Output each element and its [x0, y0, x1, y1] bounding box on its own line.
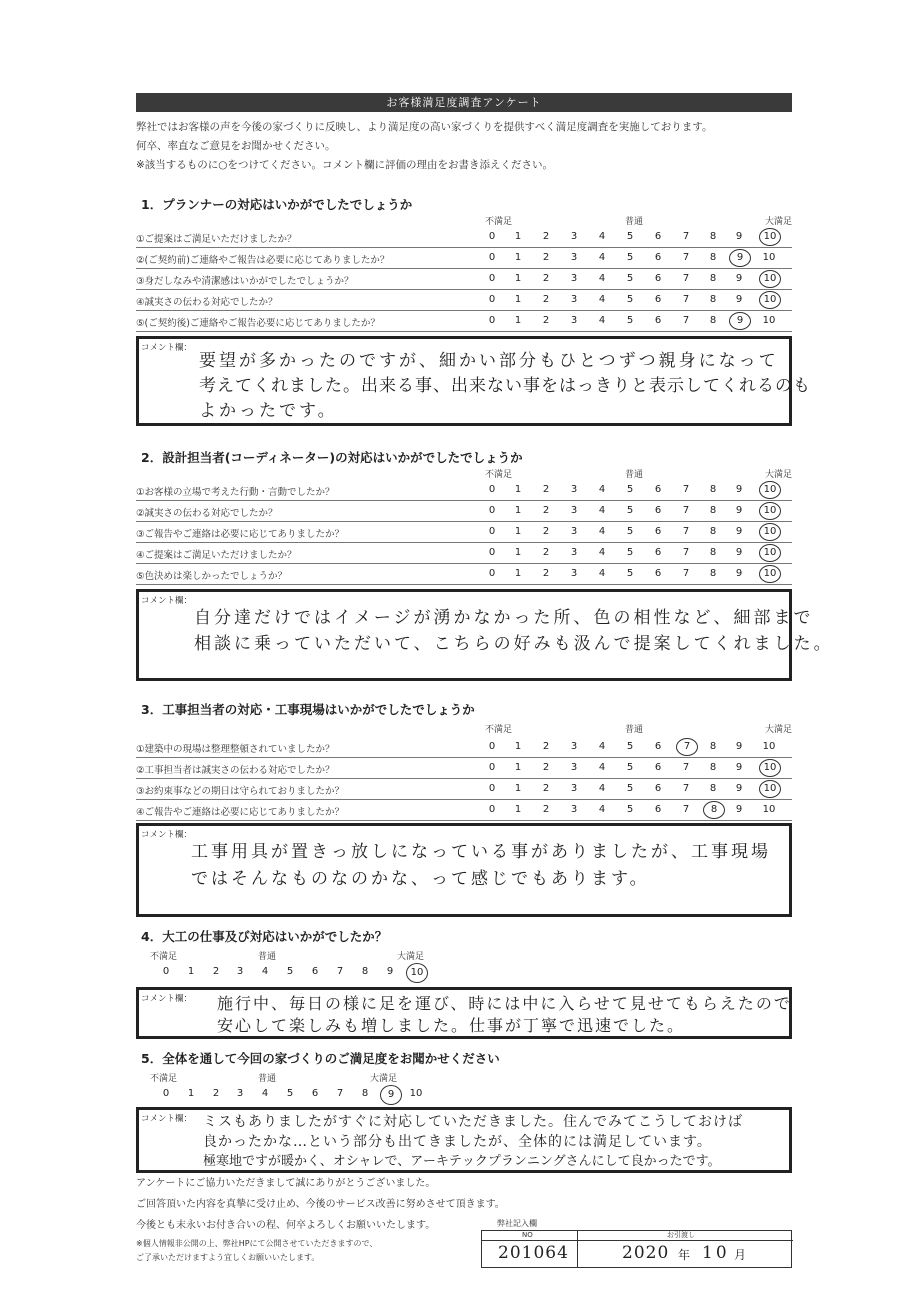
question-row — [136, 269, 792, 290]
rating-option-3[interactable]: 3 — [236, 1088, 244, 1099]
rating-option-9[interactable]: 9 — [735, 294, 743, 305]
rating-option-2[interactable]: 2 — [542, 315, 550, 326]
scale-low-label: 不満足 — [150, 1074, 178, 1084]
privacy-note-1: ※個人情報非公開の上、弊社HPにて公開させていただきますので、 — [136, 1239, 378, 1248]
rating-option-1[interactable]: 1 — [514, 505, 522, 516]
rating-option-5[interactable]: 5 — [626, 231, 634, 242]
rating-option-5[interactable]: 5 — [626, 273, 634, 284]
rating-option-4[interactable]: 4 — [598, 804, 606, 815]
question-text: ②(ご契約前)ご連絡やご報告は必要に応じてありましたか？ — [136, 255, 390, 266]
comment-line: ミスもありましたがすぐに対応していただきました。住んでみてこうしておけば — [203, 1114, 743, 1130]
rating-option-6[interactable]: 6 — [654, 547, 662, 558]
rating-selected-7[interactable]: 7 — [676, 738, 698, 756]
rating-option-2[interactable]: 2 — [542, 804, 550, 815]
rating-option-1[interactable]: 1 — [514, 315, 522, 326]
rating-option-10[interactable]: 10 — [409, 1088, 423, 1099]
comment-label: コメント欄： — [141, 830, 193, 840]
rating-option-2[interactable]: 2 — [212, 966, 220, 977]
rating-option-3[interactable]: 3 — [570, 741, 578, 752]
rating-option-4[interactable]: 4 — [598, 568, 606, 579]
scale-low-label: 不満足 — [485, 217, 513, 227]
section-2-title: 2．設計担当者(コーディネーター)の対応はいかがでしたでしょうか — [141, 450, 523, 465]
rating-option-1[interactable]: 1 — [514, 804, 522, 815]
rating-option-8[interactable]: 8 — [709, 547, 717, 558]
rating-option-1[interactable]: 1 — [514, 783, 522, 794]
rating-option-8[interactable]: 8 — [709, 526, 717, 537]
rating-option-3[interactable]: 3 — [570, 505, 578, 516]
rating-selected-10[interactable]: 10 — [759, 291, 781, 309]
rating-selected-10[interactable]: 10 — [759, 544, 781, 562]
rating-option-5[interactable]: 5 — [626, 505, 634, 516]
question-text: ①ご提案はご満足いただけましたか？ — [136, 234, 297, 245]
rating-option-5[interactable]: 5 — [626, 547, 634, 558]
rating-option-2[interactable]: 2 — [542, 273, 550, 284]
rating-option-4[interactable]: 4 — [261, 1088, 269, 1099]
rating-option-4[interactable]: 4 — [598, 484, 606, 495]
rating-selected-10[interactable]: 10 — [759, 502, 781, 520]
section-1-comment-box — [136, 336, 811, 426]
rating-option-6[interactable]: 6 — [654, 741, 662, 752]
rating-selected-8[interactable]: 8 — [703, 801, 725, 819]
rating-option-10[interactable]: 10 — [762, 252, 776, 263]
question-text: ②工事担当者は誠実さの伝わる対応でしたか？ — [136, 765, 335, 776]
rating-selected-10[interactable]: 10 — [759, 759, 781, 777]
rating-option-6[interactable]: 6 — [654, 505, 662, 516]
question-row — [136, 564, 792, 585]
rating-option-5[interactable]: 5 — [626, 484, 634, 495]
scale-high-label: 大満足 — [370, 1074, 398, 1084]
rating-option-3[interactable]: 3 — [570, 252, 578, 263]
rating-option-1[interactable]: 1 — [514, 252, 522, 263]
scale-mid-label: 普通 — [258, 1074, 277, 1084]
comment-line: 自分達だけではイメージが湧かなかった所、色の相性など、細部まで — [194, 608, 814, 628]
rating-option-2[interactable]: 2 — [542, 783, 550, 794]
rating-option-8[interactable]: 8 — [709, 505, 717, 516]
rating-option-6[interactable]: 6 — [654, 484, 662, 495]
intro-line-1: 弊社ではお客様の声を今後の家づくりに反映し、より満足度の高い家づくりを提供すべく満足度調査を実施しております。 — [136, 121, 713, 133]
rating-option-4[interactable]: 4 — [598, 762, 606, 773]
rating-option-0[interactable]: 0 — [488, 505, 496, 516]
rating-option-2[interactable]: 2 — [542, 547, 550, 558]
section-3-title: 3．工事担当者の対応・工事現場はいかがでしたでしょうか — [141, 702, 475, 717]
rating-option-4[interactable]: 4 — [598, 505, 606, 516]
rating-selected-10[interactable]: 10 — [759, 523, 781, 541]
rating-option-1[interactable]: 1 — [514, 568, 522, 579]
rating-option-0[interactable]: 0 — [488, 484, 496, 495]
rating-option-9[interactable]: 9 — [735, 505, 743, 516]
rating-option-7[interactable]: 7 — [682, 783, 690, 794]
rating-option-9[interactable]: 9 — [735, 568, 743, 579]
rating-option-6[interactable]: 6 — [654, 231, 662, 242]
rating-option-4[interactable]: 4 — [598, 231, 606, 242]
rating-option-7[interactable]: 7 — [682, 252, 690, 263]
rating-option-9[interactable]: 9 — [735, 484, 743, 495]
rating-option-7[interactable]: 7 — [682, 231, 690, 242]
rating-option-4[interactable]: 4 — [598, 252, 606, 263]
comment-line: 要望が多かったのですが、細かい部分もひとつずつ親身になって — [199, 351, 779, 371]
scale-low-label: 不満足 — [150, 952, 178, 962]
rating-option-10[interactable]: 10 — [762, 315, 776, 326]
rating-selected-10[interactable]: 10 — [759, 565, 781, 583]
rating-option-1[interactable]: 1 — [514, 762, 522, 773]
rating-option-1[interactable]: 1 — [187, 966, 195, 977]
section-4-scale — [0, 962, 920, 984]
rating-option-8[interactable]: 8 — [361, 1088, 369, 1099]
rating-option-3[interactable]: 3 — [570, 294, 578, 305]
rating-option-8[interactable]: 8 — [709, 568, 717, 579]
comment-label: コメント欄： — [141, 343, 193, 353]
question-row — [136, 290, 792, 311]
rating-option-8[interactable]: 8 — [709, 762, 717, 773]
rating-option-0[interactable]: 0 — [488, 762, 496, 773]
section-3-comment-box — [136, 823, 792, 917]
scale-mid-label: 普通 — [258, 952, 277, 962]
rating-option-3[interactable]: 3 — [570, 526, 578, 537]
rating-option-6[interactable]: 6 — [654, 252, 662, 263]
rating-option-6[interactable]: 6 — [311, 1088, 319, 1099]
scale-high-label: 大満足 — [397, 952, 425, 962]
section-2-comment-box — [136, 589, 834, 681]
section-4-title: 4．大工の仕事及び対応はいかがでしたか？ — [141, 929, 388, 944]
rating-option-3[interactable]: 3 — [570, 231, 578, 242]
question-row — [136, 480, 792, 501]
rating-option-3[interactable]: 3 — [570, 484, 578, 495]
rating-option-2[interactable]: 2 — [542, 252, 550, 263]
rating-option-2[interactable]: 2 — [542, 762, 550, 773]
rating-option-3[interactable]: 3 — [570, 273, 578, 284]
rating-selected-9[interactable]: 9 — [380, 1085, 402, 1105]
rating-option-9[interactable]: 9 — [735, 547, 743, 558]
rating-option-1[interactable]: 1 — [187, 1088, 195, 1099]
question-text: ②誠実さの伝わる対応でしたか？ — [136, 508, 278, 519]
rating-option-10[interactable]: 10 — [762, 741, 776, 752]
section-1-title: 1．プランナーの対応はいかがでしたでしょうか — [141, 197, 413, 212]
footer-line-2: ご回答頂いた内容を真摯に受け止め、今後のサービス改善に努めさせて頂きます。 — [136, 1199, 505, 1210]
rating-option-0[interactable]: 0 — [488, 252, 496, 263]
rating-option-9[interactable]: 9 — [735, 741, 743, 752]
footer-line-1: アンケートにご協力いただきまして誠にありがとうございました。 — [136, 1178, 436, 1189]
section-5-title: 5．全体を通して今回の家づくりのご満足度をお聞かせください — [141, 1051, 500, 1066]
rating-option-5[interactable]: 5 — [626, 252, 634, 263]
rating-option-2[interactable]: 2 — [542, 568, 550, 579]
rating-option-5[interactable]: 5 — [286, 966, 294, 977]
rating-option-3[interactable]: 3 — [570, 315, 578, 326]
rating-option-9[interactable]: 9 — [735, 273, 743, 284]
scale-high-label: 大満足 — [765, 470, 793, 480]
office-use-heading: 弊社記入欄 — [497, 1219, 537, 1228]
question-text: ①建築中の現場は整理整頓されていましたか？ — [136, 744, 335, 755]
rating-selected-10[interactable]: 10 — [759, 228, 781, 246]
scale-mid-label: 普通 — [625, 470, 644, 480]
rating-option-5[interactable]: 5 — [626, 526, 634, 537]
rating-option-4[interactable]: 4 — [598, 273, 606, 284]
question-text: ④ご提案はご満足いただけましたか？ — [136, 550, 297, 561]
rating-option-0[interactable]: 0 — [488, 315, 496, 326]
comment-label: コメント欄： — [141, 1114, 193, 1124]
rating-option-9[interactable]: 9 — [735, 804, 743, 815]
rating-option-3[interactable]: 3 — [570, 547, 578, 558]
comment-line: 工事用具が置きっ放しになっている事がありましたが、工事現場 — [191, 842, 771, 862]
rating-option-7[interactable]: 7 — [682, 804, 690, 815]
rating-option-7[interactable]: 7 — [682, 273, 690, 284]
rating-option-2[interactable]: 2 — [542, 294, 550, 305]
rating-selected-9[interactable]: 9 — [729, 249, 751, 267]
rating-option-7[interactable]: 7 — [682, 526, 690, 537]
privacy-note-2: ご了承いただけますよう宜しくお願いいたします。 — [136, 1253, 320, 1262]
section-4-comment-box — [136, 987, 792, 1039]
rating-option-8[interactable]: 8 — [709, 273, 717, 284]
rating-option-2[interactable]: 2 — [542, 505, 550, 516]
question-text: ③ご報告やご連絡は必要に応じてありましたか？ — [136, 529, 345, 540]
rating-option-3[interactable]: 3 — [570, 568, 578, 579]
rating-option-4[interactable]: 4 — [598, 294, 606, 305]
scale-mid-label: 普通 — [625, 725, 644, 735]
question-text: ④誠実さの伝わる対応でしたか？ — [136, 297, 278, 308]
question-row — [136, 800, 792, 821]
rating-option-8[interactable]: 8 — [709, 294, 717, 305]
question-text: ①お客様の立場で考えた行動・言動でしたか？ — [136, 487, 335, 498]
rating-option-6[interactable]: 6 — [654, 526, 662, 537]
comment-line: 施行中、毎日の様に足を運び、時には中に入らせて見せてもらえたので — [217, 994, 792, 1013]
rating-option-7[interactable]: 7 — [336, 966, 344, 977]
rating-option-2[interactable]: 2 — [542, 231, 550, 242]
rating-option-6[interactable]: 6 — [654, 762, 662, 773]
office-divider — [577, 1231, 578, 1267]
rating-option-6[interactable]: 6 — [654, 315, 662, 326]
question-row — [136, 543, 792, 564]
scale-low-label: 不満足 — [485, 725, 513, 735]
year-unit: 年 — [678, 1248, 691, 1262]
scale-mid-label: 普通 — [625, 217, 644, 227]
rating-option-9[interactable]: 9 — [735, 526, 743, 537]
question-row — [136, 248, 792, 269]
question-row — [136, 227, 792, 248]
footer-line-3: 今後とも末永いお付き合いの程、何卒よろしくお願いいたします。 — [136, 1220, 436, 1231]
rating-option-7[interactable]: 7 — [336, 1088, 344, 1099]
rating-option-6[interactable]: 6 — [311, 966, 319, 977]
intro-line-2: 何卒、率直なご意見をお聞かせください。 — [136, 140, 336, 152]
rating-option-5[interactable]: 5 — [626, 804, 634, 815]
intro-line-3: ※該当するものに○をつけてください。コメント欄に評価の理由をお書き添えください。 — [136, 159, 553, 171]
comment-line: 相談に乗っていただいて、こちらの好みも汲んで提案してくれました。 — [194, 634, 834, 654]
handover-month: 10 — [702, 1243, 730, 1263]
rating-option-2[interactable]: 2 — [542, 741, 550, 752]
question-text: ⑤色決めは楽しかったでしょうか？ — [136, 571, 288, 582]
handover-label: お引渡し — [667, 1231, 695, 1239]
rating-option-10[interactable]: 10 — [762, 804, 776, 815]
survey-title: お客様満足度調査アンケート — [136, 93, 792, 112]
section-5-scale — [0, 1084, 920, 1106]
comment-line: ではそんなものなのかな、って感じでもあります。 — [191, 869, 650, 889]
office-use-table — [481, 1230, 792, 1268]
rating-option-5[interactable]: 5 — [626, 741, 634, 752]
rating-option-7[interactable]: 7 — [682, 762, 690, 773]
scale-low-label: 不満足 — [485, 470, 513, 480]
rating-option-8[interactable]: 8 — [709, 252, 717, 263]
rating-option-8[interactable]: 8 — [709, 231, 717, 242]
rating-option-4[interactable]: 4 — [598, 315, 606, 326]
rating-option-9[interactable]: 9 — [735, 762, 743, 773]
comment-line: 考えてくれました。出来る事、出来ない事をはっきりと表示してくれるのも — [199, 376, 811, 396]
comment-line: よかったです。 — [199, 401, 338, 421]
question-text: ⑤(ご契約後)ご連絡やご報告必要に応じてありましたか？ — [136, 318, 380, 329]
rating-option-7[interactable]: 7 — [682, 568, 690, 579]
rating-option-1[interactable]: 1 — [514, 231, 522, 242]
rating-selected-10[interactable]: 10 — [759, 780, 781, 798]
rating-option-0[interactable]: 0 — [488, 783, 496, 794]
rating-option-1[interactable]: 1 — [514, 547, 522, 558]
comment-label: コメント欄： — [141, 596, 193, 606]
rating-option-7[interactable]: 7 — [682, 547, 690, 558]
rating-selected-10[interactable]: 10 — [406, 963, 428, 983]
question-row — [136, 311, 792, 332]
question-row — [136, 758, 792, 779]
rating-option-0[interactable]: 0 — [488, 273, 496, 284]
rating-option-5[interactable]: 5 — [626, 762, 634, 773]
rating-option-8[interactable]: 8 — [709, 315, 717, 326]
comment-line: 安心して楽しみも増しました。仕事が丁寧で迅速でした。 — [217, 1016, 686, 1035]
rating-option-9[interactable]: 9 — [735, 231, 743, 242]
rating-option-9[interactable]: 9 — [386, 966, 394, 977]
rating-option-7[interactable]: 7 — [682, 484, 690, 495]
rating-option-1[interactable]: 1 — [514, 294, 522, 305]
rating-option-8[interactable]: 8 — [709, 741, 717, 752]
rating-option-1[interactable]: 1 — [514, 273, 522, 284]
rating-option-6[interactable]: 6 — [654, 568, 662, 579]
rating-option-0[interactable]: 0 — [488, 568, 496, 579]
rating-option-6[interactable]: 6 — [654, 294, 662, 305]
rating-option-5[interactable]: 5 — [626, 294, 634, 305]
rating-option-3[interactable]: 3 — [570, 762, 578, 773]
no-value: 201064 — [498, 1243, 569, 1263]
question-row — [136, 522, 792, 543]
question-text: ④ご報告やご連絡は必要に応じてありましたか？ — [136, 807, 345, 818]
section-5-comment-box — [136, 1107, 792, 1173]
rating-option-8[interactable]: 8 — [709, 783, 717, 794]
rating-option-5[interactable]: 5 — [286, 1088, 294, 1099]
rating-option-5[interactable]: 5 — [626, 783, 634, 794]
rating-option-5[interactable]: 5 — [626, 568, 634, 579]
rating-option-0[interactable]: 0 — [488, 547, 496, 558]
month-unit: 月 — [734, 1248, 747, 1262]
scale-high-label: 大満足 — [765, 725, 793, 735]
question-row — [136, 779, 792, 800]
comment-label: コメント欄： — [141, 994, 193, 1004]
rating-option-0[interactable]: 0 — [162, 1088, 170, 1099]
rating-option-1[interactable]: 1 — [514, 484, 522, 495]
rating-option-4[interactable]: 4 — [598, 783, 606, 794]
rating-option-3[interactable]: 3 — [570, 783, 578, 794]
rating-option-0[interactable]: 0 — [488, 231, 496, 242]
rating-option-2[interactable]: 2 — [212, 1088, 220, 1099]
comment-line: 極寒地ですが暖かく、オシャレで、アーキテックプランニングさんにして良かったです。 — [203, 1154, 721, 1169]
rating-option-2[interactable]: 2 — [542, 484, 550, 495]
rating-option-8[interactable]: 8 — [709, 484, 717, 495]
rating-selected-9[interactable]: 9 — [729, 312, 751, 330]
rating-option-0[interactable]: 0 — [488, 294, 496, 305]
rating-option-4[interactable]: 4 — [598, 526, 606, 537]
rating-option-3[interactable]: 3 — [570, 804, 578, 815]
rating-option-6[interactable]: 6 — [654, 783, 662, 794]
no-label: NO — [522, 1231, 533, 1239]
question-text: ③お約束事などの期日は守られておりましたか？ — [136, 786, 345, 797]
rating-option-2[interactable]: 2 — [542, 526, 550, 537]
rating-option-7[interactable]: 7 — [682, 294, 690, 305]
question-row — [136, 501, 792, 522]
rating-option-1[interactable]: 1 — [514, 741, 522, 752]
rating-option-4[interactable]: 4 — [598, 741, 606, 752]
rating-option-7[interactable]: 7 — [682, 315, 690, 326]
comment-line: 良かったかな…という部分も出てきましたが、全体的には満足しています。 — [203, 1134, 712, 1150]
rating-option-3[interactable]: 3 — [236, 966, 244, 977]
rating-option-0[interactable]: 0 — [488, 804, 496, 815]
rating-option-1[interactable]: 1 — [514, 526, 522, 537]
question-text: ③身だしなみや清潔感はいかがでしたでしょうか？ — [136, 276, 354, 287]
handover-year: 2020 — [622, 1243, 670, 1263]
rating-option-0[interactable]: 0 — [488, 741, 496, 752]
rating-option-6[interactable]: 6 — [654, 804, 662, 815]
rating-option-8[interactable]: 8 — [361, 966, 369, 977]
rating-option-0[interactable]: 0 — [162, 966, 170, 977]
scale-high-label: 大満足 — [765, 217, 793, 227]
rating-option-5[interactable]: 5 — [626, 315, 634, 326]
rating-option-6[interactable]: 6 — [654, 273, 662, 284]
rating-option-4[interactable]: 4 — [261, 966, 269, 977]
rating-selected-10[interactable]: 10 — [759, 270, 781, 288]
question-row — [136, 737, 792, 758]
rating-option-9[interactable]: 9 — [735, 783, 743, 794]
rating-option-7[interactable]: 7 — [682, 505, 690, 516]
rating-option-4[interactable]: 4 — [598, 547, 606, 558]
rating-option-0[interactable]: 0 — [488, 526, 496, 537]
rating-selected-10[interactable]: 10 — [759, 481, 781, 499]
